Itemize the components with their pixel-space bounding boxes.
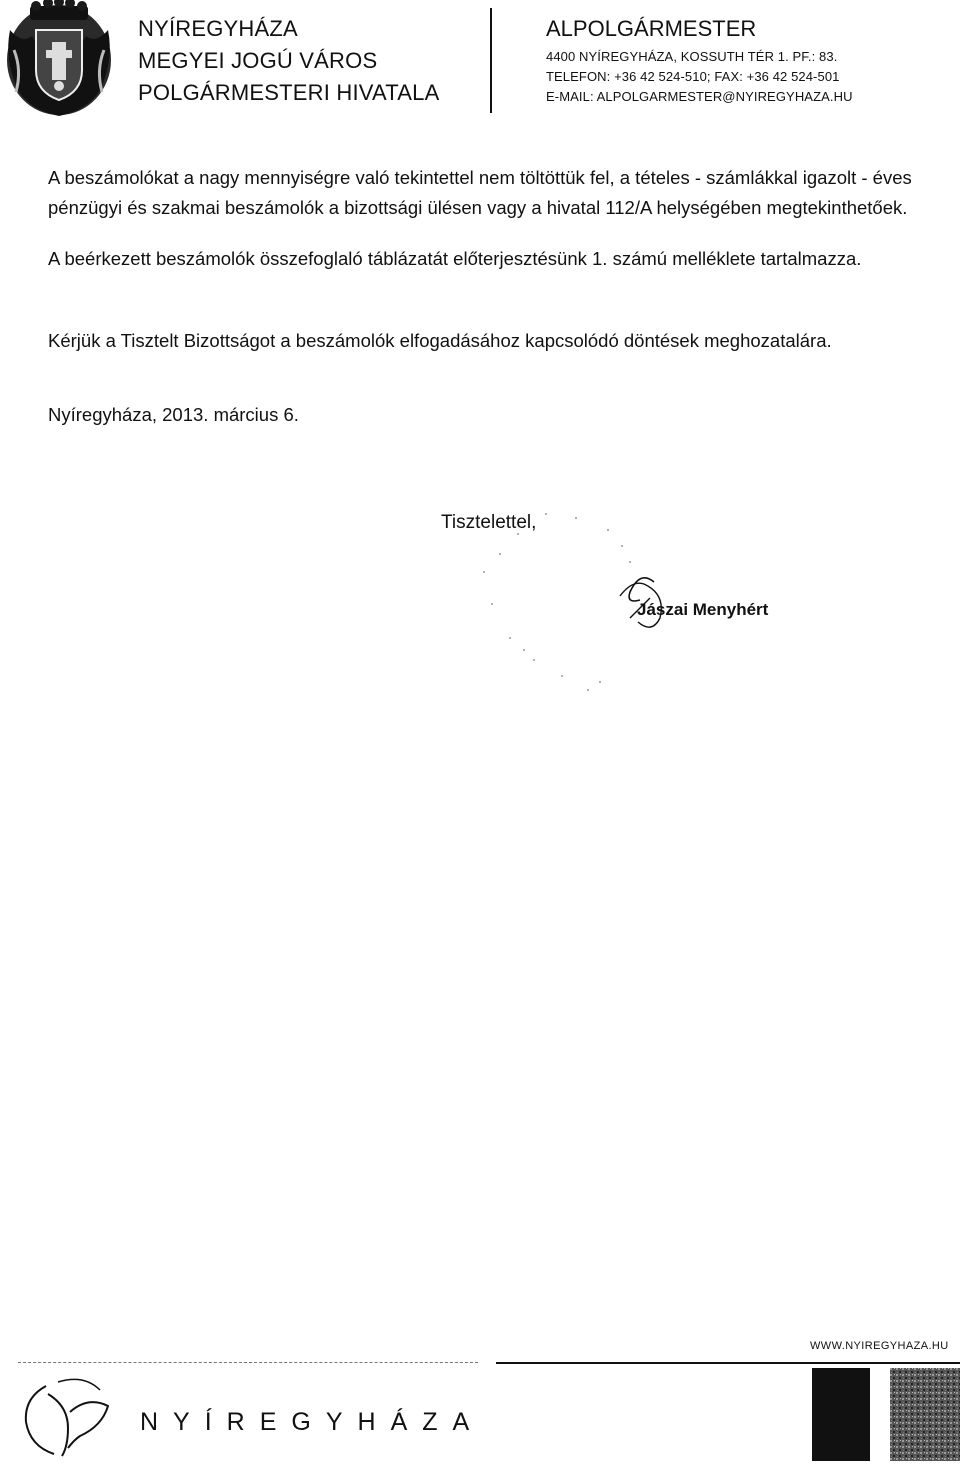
office-email: E-MAIL: ALPOLGARMESTER@NYIREGYHAZA.HU xyxy=(546,89,853,104)
footer-city-name: NYÍREGYHÁZA xyxy=(140,1408,485,1436)
website-url: WWW.NYIREGYHAZA.HU xyxy=(810,1340,949,1352)
paragraph-request: Kérjük a Tisztelt Bizottságot a beszámolók elfogadásához kapcsolódó döntések meghozatalára. xyxy=(48,330,832,351)
coat-of-arms-icon xyxy=(0,0,118,118)
city-logo-icon xyxy=(18,1376,114,1458)
org-name-line-3: POLGÁRMESTERI HIVATALA xyxy=(138,80,440,105)
org-name-line-2: MEGYEI JOGÚ VÁROS xyxy=(138,48,378,73)
org-name-line-1: NYÍREGYHÁZA xyxy=(138,16,298,41)
footer-texture-block xyxy=(890,1368,960,1461)
footer-black-block xyxy=(812,1368,870,1461)
office-title: ALPOLGÁRMESTER xyxy=(546,16,757,41)
header-divider xyxy=(490,8,492,113)
office-phone-fax: TELEFON: +36 42 524-510; FAX: +36 42 524-501 xyxy=(546,69,840,84)
signer-name: Jászai Menyhért xyxy=(637,600,769,619)
place-and-date: Nyíregyháza, 2013. március 6. xyxy=(48,404,299,425)
footer-rule-dashed xyxy=(18,1362,478,1363)
closing-salutation: Tisztelettel, xyxy=(441,512,537,533)
paragraph-summary-table: A beérkezett beszámolók összefoglaló táblázatát előterjesztésünk 1. számú melléklete tartalmazza. xyxy=(48,248,862,269)
office-address: 4400 NYÍREGYHÁZA, KOSSUTH TÉR 1. PF.: 83. xyxy=(546,49,838,64)
paragraph-reports-availability: A beszámolókat a nagy mennyiségre való tekintettel nem töltöttük fel, a tételes - számlákkal igazolt - éves pénzügyi és szakmai beszámolók a bizottsági ülésen vagy a hivatal 112/A helységében megtekinthetőek. xyxy=(48,167,912,218)
footer-rule-solid xyxy=(496,1362,960,1364)
